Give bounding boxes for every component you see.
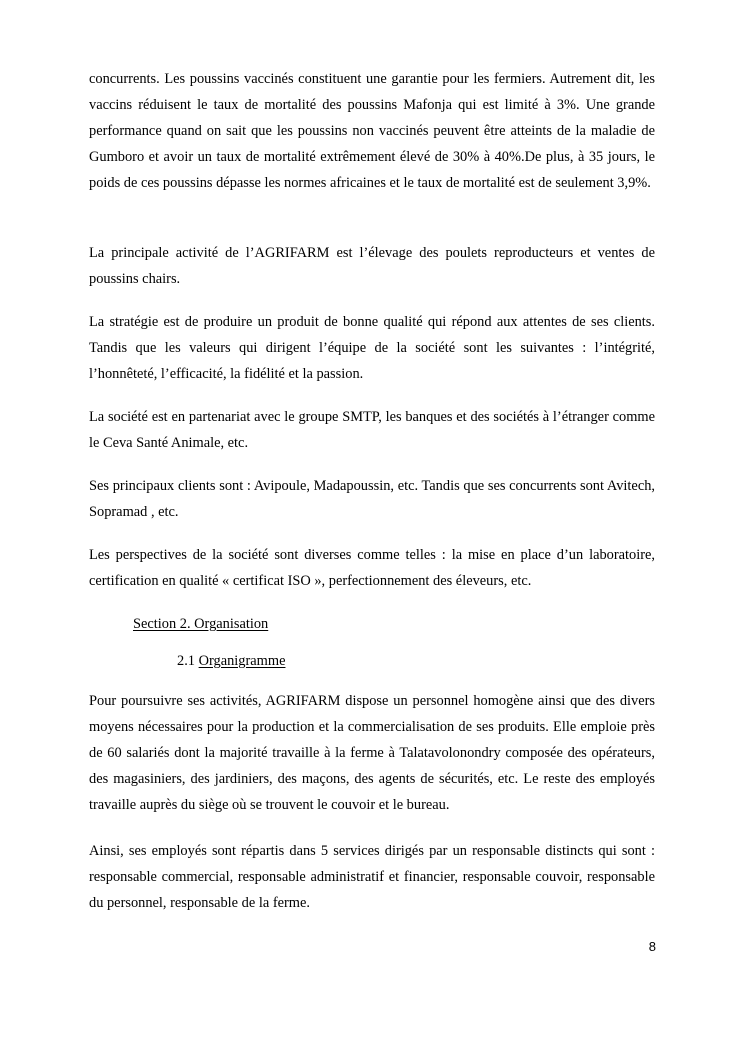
paragraph-vaccination: concurrents. Les poussins vaccinés constituent une garantie pour les fermiers. Autrement dit, les vaccins réduisent le taux de mortalité des poussins Mafonja qui est limité à 3%. Une grande performance quand on sait que les poussins non vaccinés peuvent être atteints de la maladie de Gumboro et avoir un taux de mortalité extrêmement élevé de 30% à 40%.De plus, à 35 jours, le poids de ces poussins dépasse les normes africaines et le taux de mortalité est de seulement 3,9%. xyxy=(89,71,655,191)
paragraph-main-activity: La principale activité de l’AGRIFARM est l’élevage des poulets reproducteurs et ventes de poussins chairs. xyxy=(89,245,655,287)
paragraph-partnerships: La société est en partenariat avec le groupe SMTP, les banques et des sociétés à l’étranger comme le Ceva Santé Animale, etc. xyxy=(89,409,655,451)
paragraph-perspectives: Les perspectives de la société sont diverses comme telles : la mise en place d’un laboratoire, certification en qualité « certificat ISO », perfectionnement des éleveurs, etc. xyxy=(89,547,655,589)
section-heading: Section 2. Organisation xyxy=(133,616,269,632)
subsection-heading xyxy=(177,651,285,671)
paragraph-strategy: La stratégie est de produire un produit de bonne qualité qui répond aux attentes de ses clients. Tandis que les valeurs qui dirigent l’équipe de la société sont les suivantes : l’intégrité, l’honnêteté, l’efficacité, la fidélité et la passion. xyxy=(89,314,655,382)
paragraph-services: Ainsi, ses employés sont répartis dans 5 services dirigés par un responsable distincts qui sont : responsable commercial, responsable administratif et financier, responsable couvoir, responsable du personnel, responsable de la ferme. xyxy=(89,843,655,911)
page-number: 8 xyxy=(648,939,656,954)
paragraph-clients: Ses principaux clients sont : Avipoule, Madapoussin, etc. Tandis que ses concurrents sont Avitech, Sopramad , etc. xyxy=(89,478,655,520)
subsection-title: Organigramme xyxy=(198,653,286,669)
paragraph-personnel: Pour poursuivre ses activités, AGRIFARM dispose un personnel homogène ainsi que des divers moyens nécessaires pour la production et la commercialisation de ses produits. Elle emploie près de 60 salariés dont la majorité travaille à la ferme à Talatavolonondry composée des opérateurs, des magasiniers, des jardiniers, des maçons, des agents de sécurités, etc. Le reste des employés travaille auprès du siège où se trouvent le couvoir et le bureau. xyxy=(89,693,655,813)
subsection-number: 2.1 xyxy=(177,653,195,669)
